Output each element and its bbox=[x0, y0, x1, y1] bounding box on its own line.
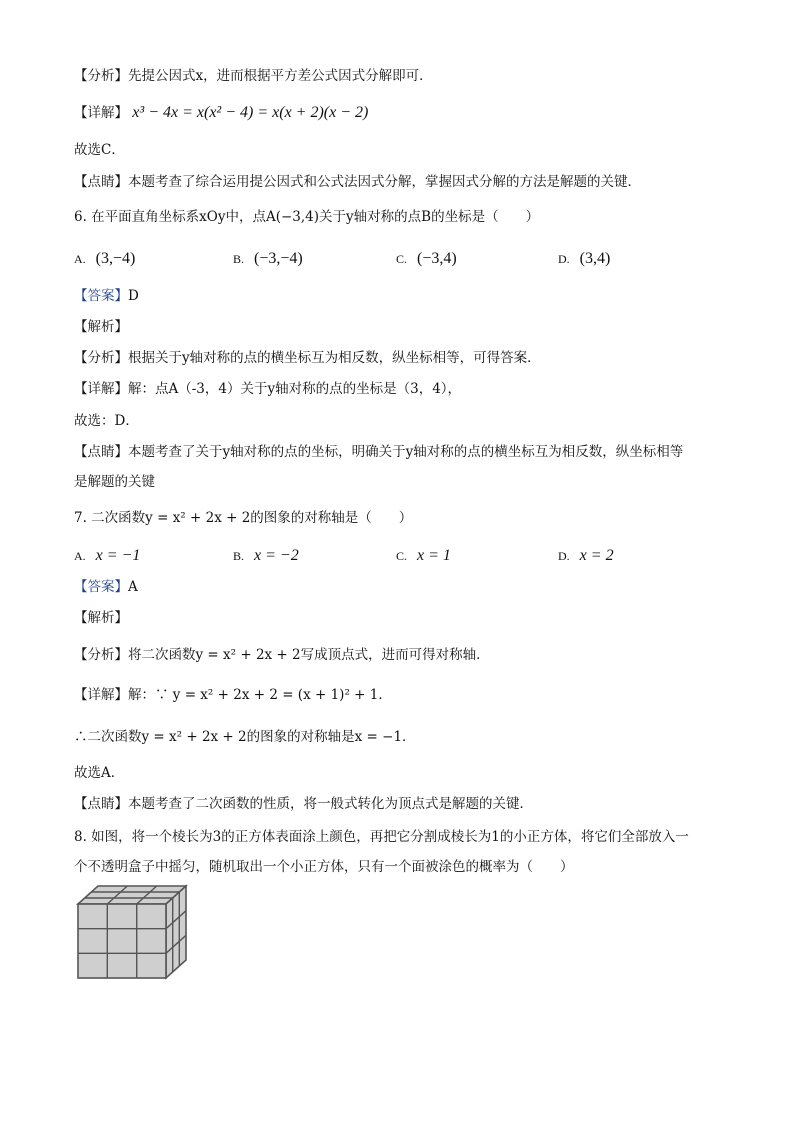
q6-option-d-label: D. bbox=[558, 252, 570, 266]
q8-stem-line-2: 个不透明盒子中摇匀，随机取出一个小正方体，只有一个面被涂色的概率为（ ） bbox=[74, 859, 574, 875]
q7-option-b-label: B. bbox=[233, 549, 245, 563]
q7-answer-tag: 【答案】 bbox=[74, 579, 128, 595]
q6-analysis-text: 根据关于y轴对称的点的横坐标互为相反数，纵坐标相等，可得答案． bbox=[128, 350, 541, 366]
q5-comment bbox=[74, 172, 641, 192]
q6-analysis bbox=[74, 348, 541, 368]
q5-choose: 故选C． bbox=[74, 142, 125, 158]
q5-analysis-tag: 【分析】 bbox=[74, 68, 128, 84]
q6-option-a-label: A. bbox=[74, 252, 86, 266]
q7-option-c-text: x = 1 bbox=[417, 547, 451, 564]
q6-answer-value: D bbox=[128, 288, 139, 304]
q6-option-c-label: C. bbox=[396, 252, 408, 266]
q7-option-a-label: A. bbox=[74, 549, 86, 563]
q6-detail-text: 解：点A（-3，4）关于y轴对称的点的坐标是（3，4）， bbox=[128, 381, 462, 397]
q7-comment-tag: 【点睛】 bbox=[74, 796, 128, 812]
q6-option-c[interactable] bbox=[396, 248, 457, 270]
q7-detail-text: 解：∵ y = x² + 2x + 2 = (x + 1)² + 1． bbox=[128, 687, 392, 703]
q7-answer-value: A bbox=[128, 579, 138, 595]
q7-option-b-text: x = −2 bbox=[254, 547, 299, 564]
q7-option-d-text: x = 2 bbox=[579, 547, 614, 564]
q7-option-c[interactable] bbox=[396, 545, 451, 567]
q6-option-b-label: B. bbox=[233, 252, 245, 266]
q7-detail bbox=[74, 685, 392, 705]
q7-stem: 7. 二次函数y = x² + 2x + 2的图象的对称轴是（ ） bbox=[74, 510, 413, 526]
q6-comment-text-1: 本题考查了关于y轴对称的点的坐标，明确关于y轴对称的点的横坐标互为相反数，纵坐标相等 bbox=[128, 444, 684, 460]
q7-analysis-tag: 【分析】 bbox=[74, 647, 128, 663]
q7-option-c-label: C. bbox=[396, 549, 408, 563]
q6-option-c-text: (−3,4) bbox=[417, 250, 457, 267]
q7-option-d-label: D. bbox=[558, 549, 570, 563]
q6-option-b-text: (−3,−4) bbox=[254, 250, 303, 267]
q7-detail-tag: 【详解】 bbox=[74, 687, 128, 703]
q7-jiexi-tag: 【解析】 bbox=[74, 610, 128, 626]
q6-detail bbox=[74, 379, 461, 399]
q7-analysis bbox=[74, 645, 490, 665]
q7-option-d[interactable] bbox=[558, 545, 614, 567]
q5-detail bbox=[74, 103, 368, 123]
q7-therefore: ∴二次函数y = x² + 2x + 2的图象的对称轴是x = −1． bbox=[74, 729, 416, 745]
q6-option-a-text: (3,−4) bbox=[95, 250, 136, 267]
cube-figure bbox=[76, 884, 188, 982]
q7-option-a[interactable] bbox=[74, 545, 140, 567]
q5-detail-formula: x³ − 4x = x(x² − 4) = x(x + 2)(x − 2) bbox=[132, 104, 369, 121]
q5-comment-text: 本题考查了综合运用提公因式和公式法因式分解，掌握因式分解的方法是解题的关键． bbox=[128, 174, 641, 190]
q5-analysis-text: 先提公因式x，进而根据平方差公式因式分解即可． bbox=[128, 68, 433, 84]
q6-answer-tag: 【答案】 bbox=[74, 288, 128, 304]
q6-answer bbox=[74, 286, 139, 306]
q6-option-b[interactable] bbox=[233, 248, 303, 270]
q6-detail-tag: 【详解】 bbox=[74, 381, 128, 397]
q6-comment-tag: 【点睛】 bbox=[74, 444, 128, 460]
q7-option-b[interactable] bbox=[233, 545, 299, 567]
q6-option-a[interactable] bbox=[74, 248, 135, 270]
q5-comment-tag: 【点睛】 bbox=[74, 174, 128, 190]
q6-stem: 6. 在平面直角坐标系xOy中，点A(−3,4)关于y轴对称的点B的坐标是（ ） bbox=[74, 209, 540, 225]
q5-detail-tag: 【详解】 bbox=[74, 105, 128, 121]
q6-comment bbox=[74, 442, 683, 462]
q7-analysis-text: 将二次函数y = x² + 2x + 2写成顶点式，进而可得对称轴． bbox=[128, 647, 490, 663]
q7-comment bbox=[74, 794, 533, 814]
cube-front-face bbox=[78, 904, 166, 978]
q7-comment-text: 本题考查了二次函数的性质，将一般式转化为顶点式是解题的关键． bbox=[128, 796, 533, 812]
q6-choose: 故选：D． bbox=[74, 413, 139, 429]
q6-option-d-text: (3,4) bbox=[579, 250, 611, 267]
q7-option-a-text: x = −1 bbox=[95, 547, 141, 564]
q6-option-d[interactable] bbox=[558, 248, 610, 270]
q6-analysis-tag: 【分析】 bbox=[74, 350, 128, 366]
q6-jiexi-tag: 【解析】 bbox=[74, 319, 128, 335]
q5-analysis bbox=[74, 66, 433, 86]
q7-choose: 故选A． bbox=[74, 765, 125, 781]
q6-comment-text-2: 是解题的关键 bbox=[74, 474, 155, 490]
q8-stem-line-1: 8. 如图，将一个棱长为3的正方体表面涂上颜色，再把它分割成棱长为1的小正方体，将它们全部放入一 bbox=[74, 829, 689, 845]
q7-answer bbox=[74, 577, 138, 597]
